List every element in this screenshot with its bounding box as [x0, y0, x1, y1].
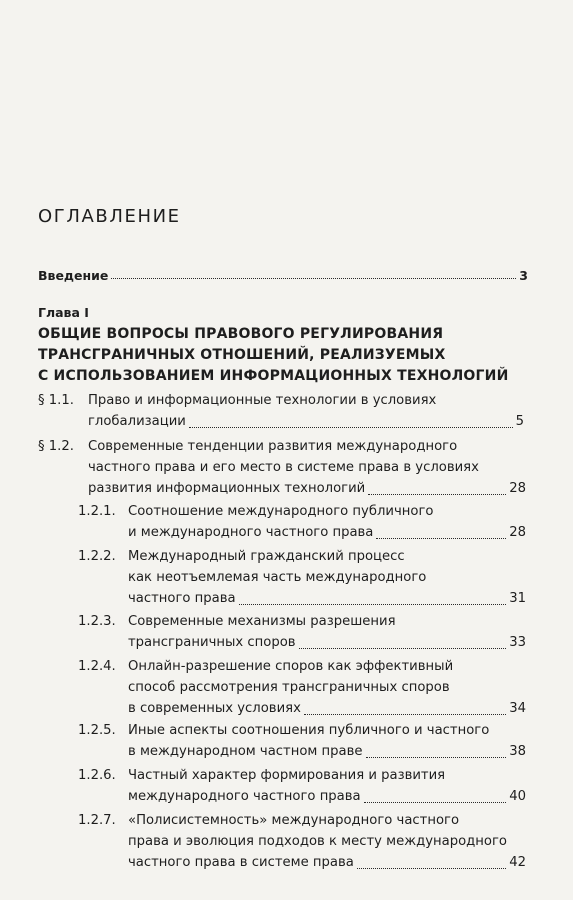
- dot-leader: [304, 706, 506, 715]
- toc-entry[interactable]: [78, 611, 526, 653]
- page-number: 42: [509, 855, 526, 870]
- page-number: 28: [509, 525, 526, 540]
- entry-line: развития информационных технологий: [88, 481, 366, 496]
- entry-line: Иные аспекты соотношения публичного и частного: [128, 723, 490, 738]
- dot-leader: [299, 640, 507, 649]
- entry-line: в международном частном праве: [128, 744, 363, 759]
- page-number: 34: [509, 701, 526, 716]
- chapter-label: Глава I: [38, 305, 89, 320]
- chapter-title-line: С ИСПОЛЬЗОВАНИЕМ ИНФОРМАЦИОННЫХ ТЕХНОЛОГИЙ: [38, 368, 509, 384]
- section-number: 1.2.5.: [78, 723, 116, 738]
- dot-leader: [189, 419, 513, 428]
- toc-entry-intro[interactable]: [38, 268, 528, 283]
- chapter-title-line: ТРАНСГРАНИЧНЫХ ОТНОШЕНИЙ, РЕАЛИЗУЕМЫХ: [38, 347, 446, 363]
- entry-line: «Полисистемность» международного частного: [128, 813, 460, 828]
- intro-label: Введение: [38, 268, 109, 283]
- chapter-title-line: ОБЩИЕ ВОПРОСЫ ПРАВОВОГО РЕГУЛИРОВАНИЯ: [38, 326, 444, 342]
- entry-line: Современные тенденции развития международного: [88, 439, 458, 454]
- section-number: 1.2.3.: [78, 614, 116, 629]
- toc-entry[interactable]: [78, 501, 526, 543]
- dot-leader: [111, 270, 516, 279]
- dot-leader: [368, 486, 506, 495]
- entry-line: Онлайн-разрешение споров как эффективный: [128, 659, 454, 674]
- page-number: 5: [515, 414, 524, 429]
- entry-line: Современные механизмы разрешения: [128, 614, 396, 629]
- dot-leader: [357, 860, 506, 869]
- section-number: 1.2.1.: [78, 504, 116, 519]
- entry-line: трансграничных споров: [128, 635, 296, 650]
- toc-entry[interactable]: [78, 765, 526, 807]
- section-number: § 1.2.: [38, 439, 74, 454]
- toc-entry[interactable]: [78, 656, 526, 719]
- toc-title: ОГЛАВЛЕНИЕ: [38, 206, 181, 227]
- entry-line: Соотношение международного публичного: [128, 504, 434, 519]
- page-number: 3: [519, 268, 528, 283]
- section-number: 1.2.7.: [78, 813, 116, 828]
- page-number: 28: [509, 481, 526, 496]
- entry-line: частного права и его место в системе права в условиях: [88, 460, 479, 475]
- section-number: 1.2.6.: [78, 768, 116, 783]
- toc-entry[interactable]: [78, 546, 526, 609]
- entry-line: Частный характер формирования и развития: [128, 768, 446, 783]
- toc-entry[interactable]: [38, 436, 526, 499]
- entry-line: Право и информационные технологии в условиях: [88, 393, 437, 408]
- entry-line: и международного частного права: [128, 525, 374, 540]
- entry-line: как неотъемлемая часть международного: [128, 570, 427, 585]
- section-number: § 1.1.: [38, 393, 74, 408]
- entry-line: частного права в системе права: [128, 855, 354, 870]
- dot-leader: [364, 794, 507, 803]
- entry-line: способ рассмотрения трансграничных споров: [128, 680, 450, 695]
- entry-line: Международный гражданский процесс: [128, 549, 405, 564]
- dot-leader: [376, 530, 506, 539]
- chapter-title: [38, 324, 538, 387]
- toc-entry[interactable]: [38, 390, 524, 432]
- section-number: 1.2.2.: [78, 549, 116, 564]
- toc-entry[interactable]: [78, 720, 526, 762]
- page-number: 40: [509, 789, 526, 804]
- dot-leader: [239, 596, 507, 605]
- page-number: 31: [509, 591, 526, 606]
- page-number: 38: [509, 744, 526, 759]
- toc-entry[interactable]: [78, 810, 526, 873]
- entry-line: частного права: [128, 591, 236, 606]
- entry-line: в современных условиях: [128, 701, 301, 716]
- dot-leader: [366, 749, 507, 758]
- entry-line: международного частного права: [128, 789, 361, 804]
- entry-line: права и эволюция подходов к месту международного: [128, 834, 507, 849]
- entry-line: глобализации: [88, 414, 186, 429]
- section-number: 1.2.4.: [78, 659, 116, 674]
- page-number: 33: [509, 635, 526, 650]
